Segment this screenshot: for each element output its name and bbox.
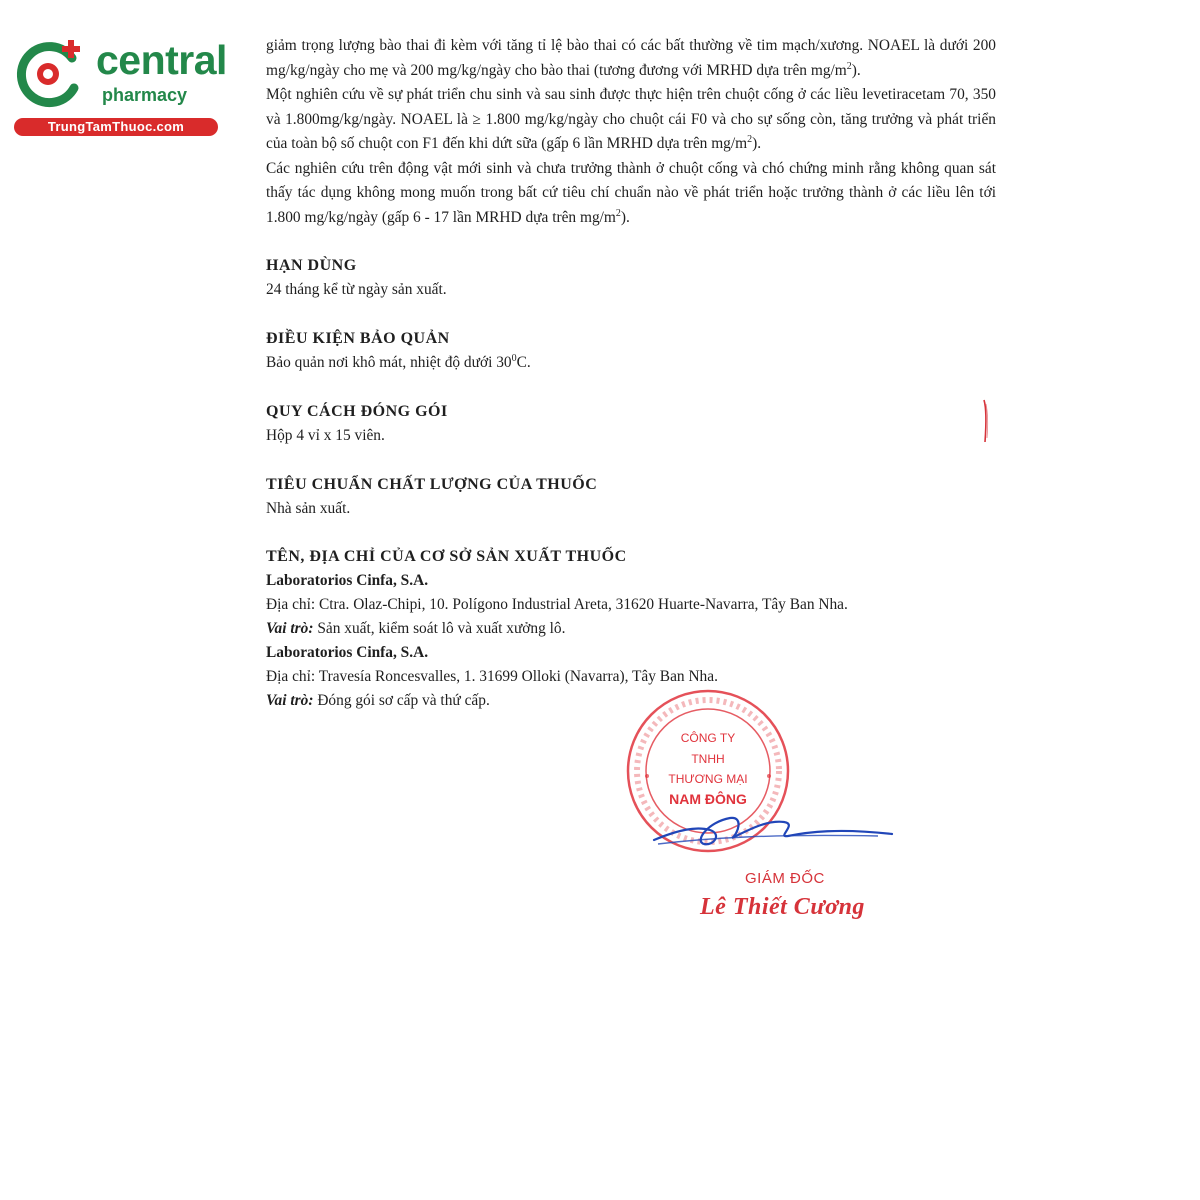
manufacturer-2-company: Laboratorios Cinfa, S.A. [266, 644, 429, 661]
packaging-body: Hộp 4 vỉ x 15 viên. [266, 427, 385, 444]
manufacturer-2-address: Địa chỉ: Travesía Roncesvalles, 1. 31699 Olloki (Navarra), Tây Ban Nha. [266, 668, 718, 685]
manufacturer-1-role: Vai trò: Sản xuất, kiểm soát lô và xuất xưởng lô. [266, 620, 566, 637]
logo-name: central [96, 37, 227, 83]
intro-paragraph-1: giảm trọng lượng bào thai đi kèm với tăng tỉ lệ bào thai có các bất thường về tim mạch/xương. NOAEL là dưới 200 mg/kg/ngày cho mẹ và 200 mg/kg/ngày cho bào thai (tương đương với MRHD dựa trên $mg/m^2$). [266, 37, 996, 79]
packaging-section [266, 400, 996, 448]
document-body [266, 34, 996, 713]
storage-body: Bảo quản nơi khô mát, nhiệt độ dưới $30^0C$. [266, 352, 531, 371]
quality-body: Nhà sản xuất. [266, 500, 351, 517]
storage-section [266, 327, 996, 375]
director-signature [648, 808, 898, 856]
director-title: GIÁM ĐỐC [745, 870, 825, 887]
seal-line-2: TNHH [691, 752, 725, 766]
shelf-life-body: 24 tháng kể từ ngày sản xuất. [266, 281, 447, 298]
seal-line-4: NAM ĐÔNG [669, 791, 747, 807]
manufacturer-2-role: Vai trò: Đóng gói sơ cấp và thứ cấp. [266, 692, 490, 709]
intro-paragraph-2: Một nghiên cứu về sự phát triển chu sinh và sau sinh được thực hiện trên chuột cống ở các liều levetiracetam 70, 350 và 1.800mg/kg/ngày. NOAEL là ≥ 1.800 mg/kg/ngày cho chuột cái F0 và cho sự sống còn, tăng trưởng và phát triển của toàn bộ số chuột con F1 đến khi dứt sữa (gấp 6 lần MRHD dựa trên $mg/m^2$). [266, 86, 996, 152]
quality-title: TIÊU CHUẨN CHẤT LƯỢNG CỦA THUỐC [266, 476, 598, 493]
packaging-title: QUY CÁCH ĐÓNG GÓI [266, 403, 448, 420]
logo-subtitle: pharmacy [102, 85, 188, 105]
quality-section [266, 473, 996, 521]
seal-line-1: CÔNG TY [680, 731, 736, 745]
margin-pen-mark [980, 398, 990, 444]
brand-logo [10, 30, 227, 140]
logo-url-badge[interactable]: TrungTamThuoc.com [14, 118, 218, 136]
central-pharmacy-logo-icon [12, 36, 88, 112]
manufacturer-1-address: Địa chỉ: Ctra. Olaz-Chipi, 10. Polígono Industrial Areta, 31620 Huarte-Navarra, Tây Ban Nha. [266, 596, 848, 613]
manufacturer-1-company: Laboratorios Cinfa, S.A. [266, 572, 429, 589]
seal-line-3: THƯƠNG MẠI [668, 772, 748, 786]
shelf-life-title: HẠN DÙNG [266, 257, 357, 274]
director-name: Lê Thiết Cương [700, 894, 865, 920]
manufacturer-title: TÊN, ĐỊA CHỈ CỦA CƠ SỞ SẢN XUẤT THUỐC [266, 548, 627, 565]
storage-title: ĐIỀU KIỆN BẢO QUẢN [266, 330, 450, 347]
intro-paragraph-3: Các nghiên cứu trên động vật mới sinh và chưa trưởng thành ở chuột cống và chó chứng minh rằng không quan sát thấy tác dụng không mong muốn trong bất cứ tiêu chí chuẩn nào về phát triển hoặc trưởng thành ở các liều lên tới 1.800 mg/kg/ngày (gấp 6 - 17 lần MRHD dựa trên $mg/m^2$). [266, 159, 996, 226]
shelf-life-section [266, 254, 996, 302]
